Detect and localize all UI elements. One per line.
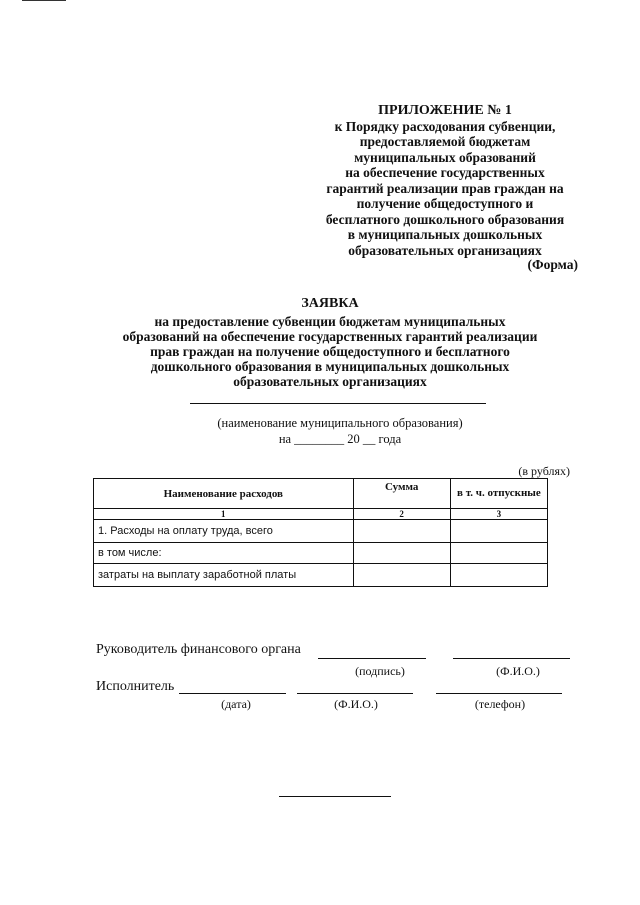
vacation-cell[interactable] [450, 564, 547, 587]
municipality-name-line [190, 403, 486, 404]
document-heading [100, 296, 560, 389]
document-title: ЗАЯВКА [301, 296, 359, 311]
appendix-line: получение общедоступного и [356, 196, 534, 211]
column-number: 3 [450, 509, 547, 520]
column-number-row [94, 509, 548, 520]
head-label: Руководитель финансового органа [96, 642, 301, 657]
date-caption: (дата) [221, 697, 251, 711]
bottom-separator-line [279, 796, 391, 797]
row-label: затраты на выплату заработной платы [94, 564, 354, 587]
head-fio-line[interactable] [453, 658, 570, 659]
appendix-line: на обеспечение государственных [345, 165, 545, 180]
appendix-line: предоставляемой бюджетам [359, 134, 531, 149]
executor-phone-line[interactable] [436, 693, 562, 694]
appendix-line: бесплатного дошкольного образования [325, 211, 565, 227]
fio-caption: (Ф.И.О.) [496, 664, 540, 678]
phone-caption: (телефон) [474, 697, 526, 711]
appendix-line: в муниципальных дошкольных [347, 227, 543, 242]
table-row [94, 520, 548, 543]
heading-line: образовательных организациях [233, 374, 427, 389]
units-label: (в рублях) [518, 464, 570, 478]
header-expense-name: Наименование расходов [94, 479, 354, 509]
signature-caption: (подпись) [355, 664, 405, 678]
heading-line: образований на обеспечение государственных гарантий реализации [122, 329, 538, 344]
header-sum: Сумма [353, 479, 450, 509]
vacation-cell[interactable] [450, 520, 547, 543]
head-signature-line[interactable] [318, 658, 426, 659]
municipality-caption: (наименование муниципального образования) [217, 416, 463, 430]
fio-caption-executor: (Ф.И.О.) [334, 697, 378, 711]
appendix-header [295, 103, 595, 258]
date-line: на ________ 20 __ года [278, 432, 402, 446]
appendix-line: образовательных организациях [348, 242, 542, 258]
column-number: 2 [353, 509, 450, 520]
appendix-line: муниципальных образований [354, 149, 536, 165]
expenses-table [93, 478, 548, 587]
executor-fio-line[interactable] [297, 693, 413, 694]
table-row [94, 564, 548, 587]
executor-label: Исполнитель [96, 679, 175, 694]
row-label: в том числе: [94, 543, 354, 564]
heading-line: на предоставление субвенции бюджетам муниципальных [154, 314, 506, 329]
vacation-cell[interactable] [450, 543, 547, 564]
appendix-line: гарантий реализации прав граждан на [326, 180, 564, 196]
appendix-line: к Порядку расходования субвенции, [334, 118, 556, 134]
column-number: 1 [94, 509, 354, 520]
top-edge-line [22, 0, 66, 1]
appendix-title: ПРИЛОЖЕНИЕ № 1 [378, 103, 512, 118]
executor-date-line[interactable] [179, 693, 286, 694]
table-header-row [94, 479, 548, 509]
heading-line: дошкольного образования в муниципальных дошкольных [150, 359, 510, 374]
row-label: 1. Расходы на оплату труда, всего [94, 520, 354, 543]
sum-cell[interactable] [353, 520, 450, 543]
heading-line: прав граждан на получение общедоступного и бесплатного [150, 344, 510, 359]
sum-cell[interactable] [353, 543, 450, 564]
form-label: (Форма) [527, 257, 578, 272]
header-vacation: в т. ч. отпускные [450, 479, 547, 509]
sum-cell[interactable] [353, 564, 450, 587]
table-row [94, 543, 548, 564]
